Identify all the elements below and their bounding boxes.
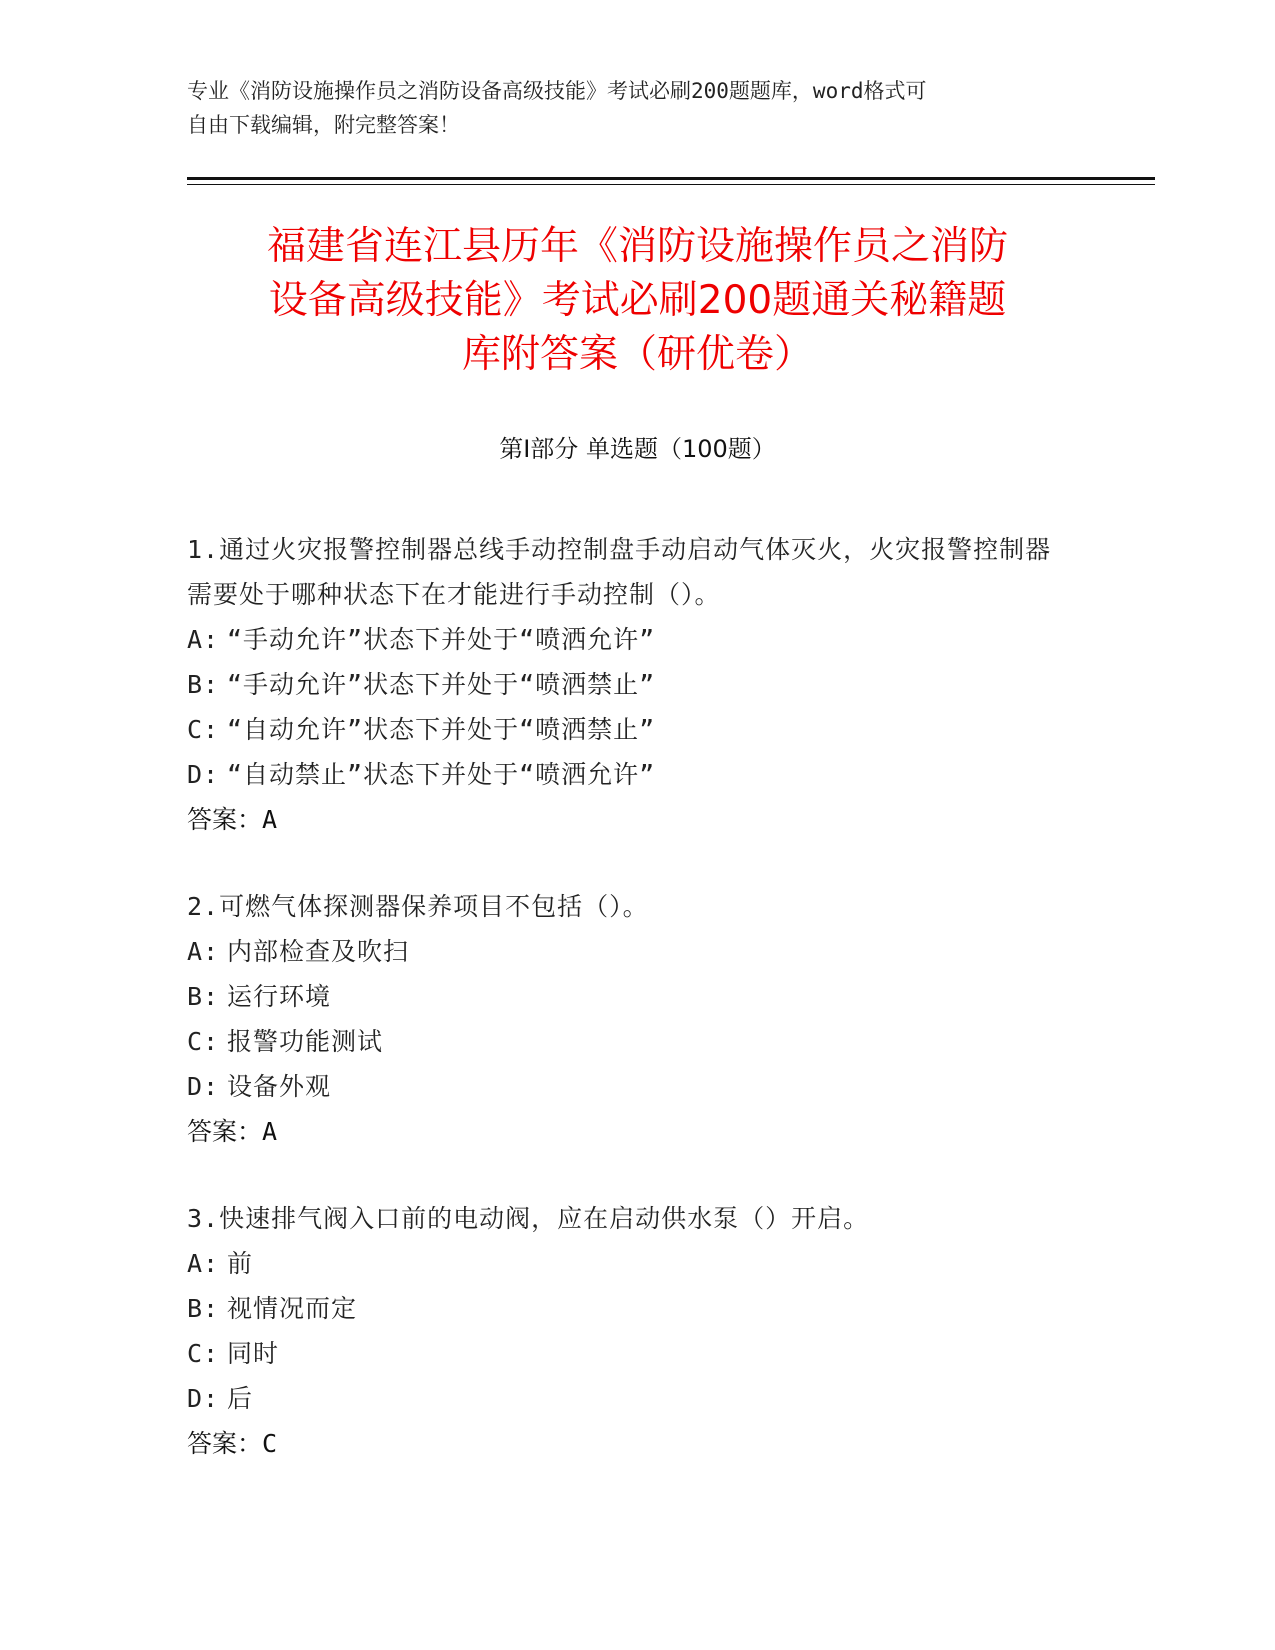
option-b xyxy=(187,1286,1077,1331)
option-a xyxy=(187,1241,1077,1286)
option-d xyxy=(187,752,1077,797)
answer-line: 答案：A xyxy=(187,1117,278,1146)
option-letter: C: xyxy=(187,1027,220,1056)
option-text: 后 xyxy=(227,1384,254,1413)
document-title xyxy=(150,220,1125,382)
document-title-line-1: 福建省连江县历年《消防设施操作员之消防 xyxy=(266,224,1008,269)
option-text: “自动允许”状态下并处于“喷洒禁止” xyxy=(227,715,656,744)
question-stem: 2.可燃气体探测器保养项目不包括（）。 xyxy=(187,892,649,921)
question-stem: 3.快速排气阀入口前的电动阀，应在启动供水泵（）开启。 xyxy=(187,1204,870,1233)
option-text: 运行环境 xyxy=(227,982,332,1011)
option-text: 设备外观 xyxy=(227,1072,332,1101)
option-text: 报警功能测试 xyxy=(227,1027,384,1056)
option-letter: B: xyxy=(187,1294,220,1323)
header-divider-thin xyxy=(187,184,1155,185)
option-c xyxy=(187,1331,1077,1376)
option-text: 前 xyxy=(227,1249,254,1278)
question-1 xyxy=(187,527,1077,842)
question-stem: 1.通过火灾报警控制器总线手动控制盘手动启动气体灭火，火灾报警控制器需要处于哪种状态下在才能进行手动控制（）。 xyxy=(187,535,1052,609)
option-letter: D: xyxy=(187,1072,220,1101)
option-b xyxy=(187,974,1077,1019)
option-a xyxy=(187,617,1077,662)
option-letter: B: xyxy=(187,982,220,1011)
option-text: 视情况而定 xyxy=(227,1294,358,1323)
document-title-line-2: 设备高级技能》考试必刷200题通关秘籍题 xyxy=(268,278,1007,323)
option-letter: D: xyxy=(187,760,220,789)
option-letter: B: xyxy=(187,670,220,699)
question-list xyxy=(187,527,1077,1508)
answer-line: 答案：A xyxy=(187,805,278,834)
question-3 xyxy=(187,1196,1077,1466)
option-letter: D: xyxy=(187,1384,220,1413)
header-note-line-1: 专业《消防设施操作员之消防设备高级技能》考试必刷200题题库，word格式可 xyxy=(187,79,927,103)
question-2 xyxy=(187,884,1077,1154)
option-text: “手动允许”状态下并处于“喷洒禁止” xyxy=(227,670,656,699)
option-d xyxy=(187,1376,1077,1421)
option-text: “自动禁止”状态下并处于“喷洒允许” xyxy=(227,760,656,789)
option-letter: C: xyxy=(187,1339,220,1368)
section-heading: 第Ⅰ部分 单选题（100题） xyxy=(499,435,776,463)
option-b xyxy=(187,662,1077,707)
option-a xyxy=(187,929,1077,974)
document-title-line-3: 库附答案（研优卷） xyxy=(461,332,813,377)
header-note xyxy=(187,74,1067,142)
option-letter: A: xyxy=(187,937,220,966)
answer-line: 答案：C xyxy=(187,1429,278,1458)
header-divider-thick xyxy=(187,177,1155,180)
option-text: “手动允许”状态下并处于“喷洒允许” xyxy=(227,625,656,654)
option-letter: A: xyxy=(187,625,220,654)
option-letter: C: xyxy=(187,715,220,744)
option-text: 同时 xyxy=(227,1339,280,1368)
header-note-line-2: 自由下载编辑，附完整答案！ xyxy=(187,113,460,137)
option-c xyxy=(187,707,1077,752)
option-letter: A: xyxy=(187,1249,220,1278)
option-c xyxy=(187,1019,1077,1064)
option-d xyxy=(187,1064,1077,1109)
option-text: 内部检查及吹扫 xyxy=(227,937,410,966)
